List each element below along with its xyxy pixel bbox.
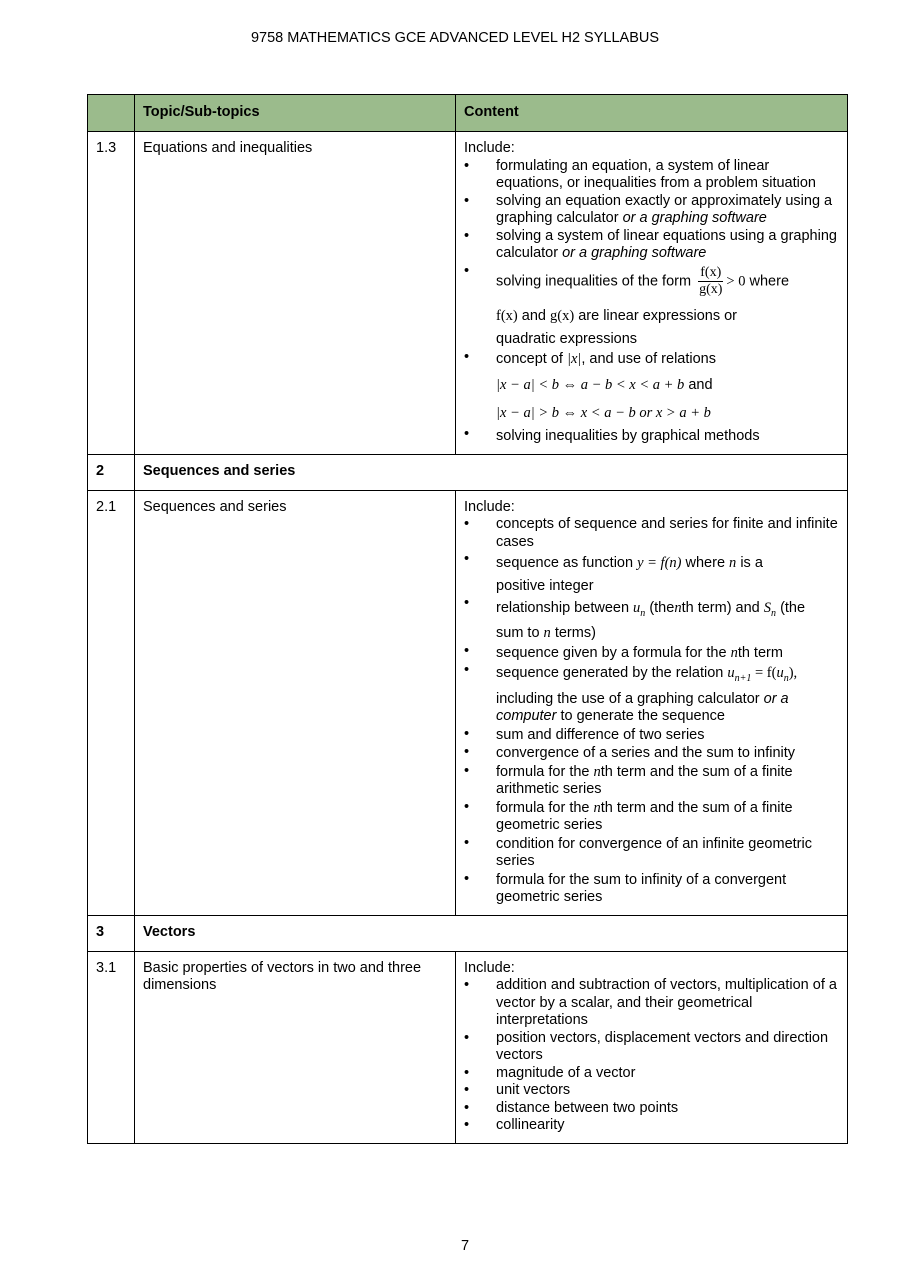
row-content <box>456 490 848 915</box>
math-subscript: n <box>640 607 646 619</box>
include-label: Include: <box>464 140 515 156</box>
list-item <box>464 228 839 263</box>
content-list <box>464 158 839 446</box>
item-text: solving inequalities of the form <box>496 272 692 289</box>
list-item <box>464 643 839 663</box>
list-item: • unit vectors <box>464 1082 839 1100</box>
row-number: 3.1 <box>88 951 135 1143</box>
math-expression: = f( <box>751 665 777 682</box>
list-item <box>464 349 839 427</box>
list-item: • distance between two points <box>464 1100 839 1118</box>
math-expression: g(x) <box>550 307 575 324</box>
item-text: sum to <box>496 625 540 642</box>
list-item: • addition and subtraction of vectors, multiplication of a vector by a scalar, and their geometrical interpretations <box>464 977 839 1030</box>
item-text: including the use of a graphing calculator <box>496 690 760 707</box>
inequality-relation: > 0 <box>726 272 746 289</box>
item-text: th term <box>737 644 783 661</box>
header-topic-cell: Topic/Sub-topics <box>135 95 456 132</box>
fraction-numerator: f(x) <box>700 264 722 280</box>
list-item: • solving inequalities by graphical methods <box>464 426 839 446</box>
math-variable: u <box>633 600 641 616</box>
section-title: Vectors <box>135 915 848 951</box>
section-row <box>88 454 848 490</box>
item-text: where <box>685 555 726 571</box>
content-list <box>464 977 839 1135</box>
row-topic: Sequences and series <box>135 490 456 915</box>
item-italic-text: or a graphing software <box>562 245 707 261</box>
fraction-denominator: g(x) <box>699 281 723 297</box>
table-row <box>88 951 848 1143</box>
item-text: th term and the sum of a finite arithmetic series <box>496 763 793 798</box>
math-variable: n <box>593 799 601 816</box>
header-num-cell <box>88 95 135 132</box>
item-text: solving a system of linear equations using a graphing calculator <box>496 227 837 261</box>
list-item: • sum and difference of two series <box>464 726 839 745</box>
page-number: 7 <box>460 1238 470 1254</box>
math-expression: |x − a| > b ⇔ x < a − b or x > a + b <box>496 404 711 421</box>
item-text: to generate the sequence <box>560 708 725 725</box>
math-variable: n <box>543 625 551 642</box>
row-topic: Equations and inequalities <box>135 132 456 455</box>
table-row <box>88 132 848 455</box>
math-expression: ), <box>788 665 798 682</box>
row-content <box>456 951 848 1143</box>
item-text: , and use of relations <box>581 350 716 367</box>
math-variable: n <box>730 644 738 661</box>
item-text: th term) and <box>681 600 760 616</box>
item-text: are linear expressions or <box>578 307 737 324</box>
list-item: • collinearity <box>464 1117 839 1135</box>
row-topic: Basic properties of vectors in two and three dimensions <box>135 951 456 1143</box>
list-item <box>464 763 839 799</box>
math-subscript: n+1 <box>734 673 752 685</box>
math-variable: u <box>776 665 784 682</box>
section-number: 3 <box>88 915 135 951</box>
item-text: positive integer <box>496 577 594 594</box>
math-subscript: n <box>771 607 777 619</box>
row-number: 1.3 <box>88 132 135 455</box>
item-text: formula for the <box>496 763 590 780</box>
item-text: (the <box>780 600 806 616</box>
section-title: Sequences and series <box>135 454 848 490</box>
item-text: and <box>688 377 713 393</box>
item-text: sequence as function <box>496 555 634 571</box>
item-text: th term and the sum of a finite geometric series <box>496 799 793 834</box>
list-item: • convergence of a series and the sum to infinity <box>464 744 839 763</box>
item-text: relationship between <box>496 600 630 616</box>
item-text: sequence given by a formula for the <box>496 644 727 661</box>
list-item <box>464 551 839 595</box>
math-expression: y = f(n) <box>637 555 682 571</box>
math-variable: S <box>763 600 772 616</box>
row-content <box>456 132 848 455</box>
math-expression: |x − a| < b ⇔ a − b < x < a + b <box>496 377 685 393</box>
fraction-expression <box>697 265 724 298</box>
section-number: 2 <box>88 454 135 490</box>
item-text: solving an equation exactly or approximately using a graphing calculator <box>496 192 833 226</box>
item-text: sequence generated by the relation <box>496 665 724 682</box>
math-expression: f(x) <box>496 307 518 324</box>
math-variable: n <box>593 763 601 780</box>
include-label: Include: <box>464 959 515 976</box>
table-row <box>88 490 848 915</box>
item-text: quadratic expressions <box>496 331 638 347</box>
item-text: and <box>521 307 546 324</box>
section-row <box>88 915 848 951</box>
item-text: is a <box>740 555 763 571</box>
list-item <box>464 662 839 725</box>
list-item: • formula for the sum to infinity of a convergent geometric series <box>464 871 839 907</box>
math-subscript: n <box>783 673 789 685</box>
list-item <box>464 263 839 349</box>
math-variable: n <box>674 600 682 616</box>
table-header-row <box>88 95 848 132</box>
math-variable: n <box>729 555 737 571</box>
item-text: formula for the <box>496 799 590 816</box>
item-italic-text: or a graphing software <box>622 210 767 226</box>
item-text: terms) <box>554 625 596 642</box>
list-item <box>464 595 839 643</box>
list-item <box>464 193 839 228</box>
math-expression: |x| <box>566 350 582 367</box>
list-item: • position vectors, displacement vectors and direction vectors <box>464 1030 839 1065</box>
math-variable: u <box>727 665 735 682</box>
item-text: where <box>749 272 790 289</box>
list-item <box>464 799 839 835</box>
list-item: • condition for convergence of an infinite geometric series <box>464 835 839 871</box>
header-content-cell: Content <box>456 95 848 132</box>
item-italic-text: or a computer <box>496 690 789 725</box>
include-label: Include: <box>464 498 515 515</box>
content-list <box>464 516 839 907</box>
syllabus-table <box>87 94 848 1144</box>
row-number: 2.1 <box>88 490 135 915</box>
item-text: (the <box>649 600 675 616</box>
page-header: 9758 MATHEMATICS GCE ADVANCED LEVEL H2 SYLLABUS <box>250 30 660 46</box>
list-item: • formulating an equation, a system of linear equations, or inequalities from a problem situation <box>464 158 839 193</box>
list-item: • concepts of sequence and series for finite and infinite cases <box>464 516 839 551</box>
item-text: concept of <box>496 350 563 367</box>
list-item: • magnitude of a vector <box>464 1065 839 1083</box>
